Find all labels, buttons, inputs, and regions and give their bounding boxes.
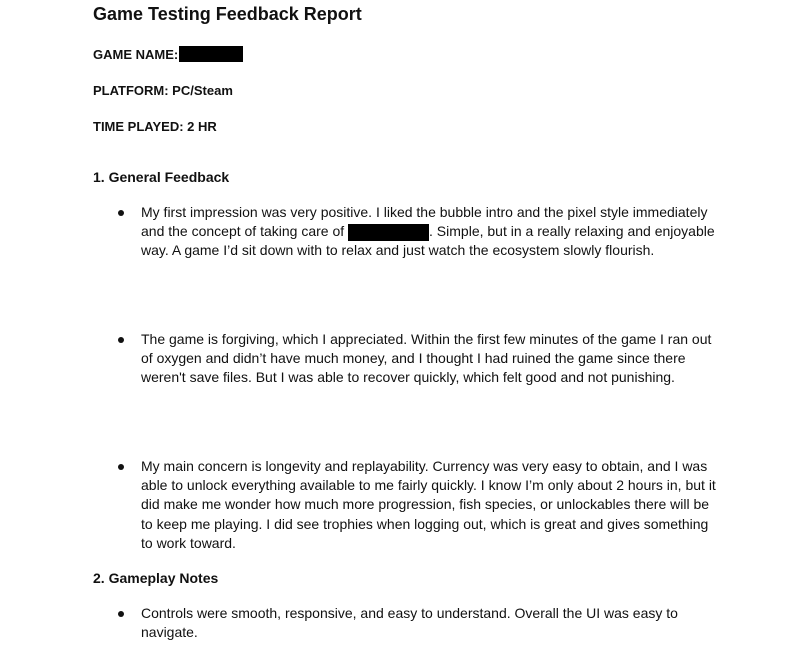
game-name-label: GAME NAME: [93,47,179,62]
bullet-icon [118,464,124,470]
bullet-icon [118,611,124,617]
inline-redaction [348,224,429,241]
game-name-field [93,47,243,62]
bullet-text: Controls were smooth, responsive, and easy to understand. Overall the UI was easy to navigate. [141,605,678,641]
game-name-redaction [179,46,243,62]
bullet-text: My main concern is longevity and replayability. Currency was very easy to obtain, and I was able to unlock everything available to me fairly quickly. I know I’m only about 2 hours in, but it did make me wonder how much more progression, fish species, or unlockables there will be to keep me playing. I did see trophies when logging out, which is great and gives something to work toward. [141,458,716,551]
list-item [118,203,718,261]
time-played-field: TIME PLAYED: 2 HR [93,119,217,134]
bullet-icon [118,337,124,343]
list-item [118,457,718,553]
list-item [118,604,718,642]
list-item [118,330,718,388]
bullet-text: My first impression was very positive. I liked the bubble intro and the pixel style immediately and the concept of taking care of . Simple, but in a really relaxing and enjoyable way. A game I’d sit down with to relax and just watch the ecosystem slowly flourish. [141,204,715,259]
bullet-icon [118,210,124,216]
bullet-text: The game is forgiving, which I appreciated. Within the first few minutes of the game I ran out of oxygen and didn’t have much money, and I thought I had ruined the game since there weren't save files. But I was able to recover quickly, which felt good and not punishing. [141,331,712,386]
section-heading-gameplay-notes: 2. Gameplay Notes [93,570,219,586]
document-title: Game Testing Feedback Report [93,4,362,24]
platform-field: PLATFORM: PC/Steam [93,83,233,98]
section-heading-general-feedback: 1. General Feedback [93,169,230,185]
